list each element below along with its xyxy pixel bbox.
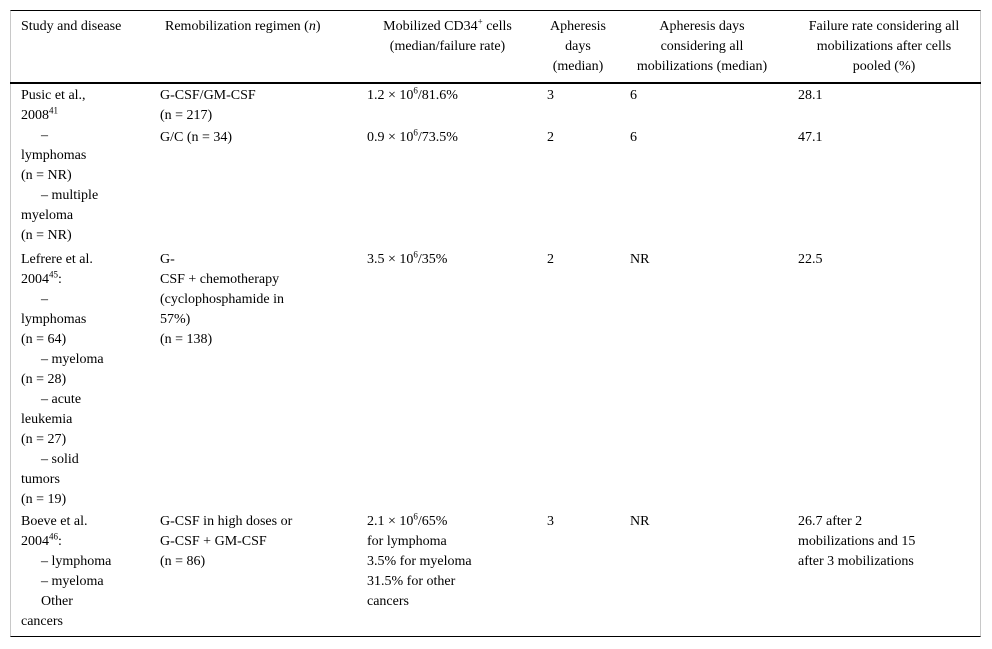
row1-alldays-a: 6 bbox=[630, 88, 637, 103]
row2-study: Lefrere et al. 2004$^{45}$: bbox=[21, 252, 93, 287]
row3-regimen: G-CSF in high doses or G-CSF + GM-CSF (n = 86) bbox=[160, 514, 293, 569]
row2-cells: $3.5 \times 10^6/35\%$ bbox=[367, 249, 448, 267]
row3-alldays: NR bbox=[630, 514, 650, 529]
row2-fail: 22.5 bbox=[798, 252, 823, 267]
row3-diseases: – lymphoma – myeloma Other cancers bbox=[21, 554, 112, 629]
row2-days: 2 bbox=[547, 252, 554, 267]
row1-fail-b: 47.1 bbox=[798, 130, 823, 145]
header-regimen: Remobilization regimen (n) bbox=[165, 19, 321, 34]
row3-study: Boeve et al. 2004$^{46}$: bbox=[21, 514, 88, 549]
header-all-days: Apheresis days considering all mobilizations (median) bbox=[636, 19, 768, 74]
row1-cells-b: $0.9 \times 10^6/73.5\%$ bbox=[367, 127, 458, 145]
row1-cells-a: $1.2 \times 10^6/81.6\%$ bbox=[367, 85, 458, 103]
row1-diseases: – lymphomas (n = NR) – multiple myeloma (n = NR) bbox=[21, 128, 99, 243]
row1-days-a: 3 bbox=[547, 88, 554, 103]
row3-cells: $2.1 \times 10^6/65\%$ for lymphoma 3.5% for myeloma 31.5% for other cancers bbox=[367, 511, 472, 609]
header-failure-rate: Failure rate considering all mobilizations after cells pooled (%) bbox=[808, 19, 960, 74]
header-apheresis-days: Apheresis days (median) bbox=[550, 19, 606, 74]
row2-alldays: NR bbox=[630, 252, 650, 267]
row1-regimen-a: G-CSF/GM-CSF (n = 217) bbox=[160, 88, 256, 123]
row3-days: 3 bbox=[547, 514, 554, 529]
header-study: Study and disease bbox=[21, 19, 122, 34]
header-cd34: Mobilized CD34+ cells (median/failure rate) bbox=[383, 16, 512, 54]
row1-days-b: 2 bbox=[547, 130, 554, 145]
row2-regimen: G- CSF + chemotherapy (cyclophosphamide in 57%) (n = 138) bbox=[160, 252, 285, 347]
row1-regimen-b: G/C (n = 34) bbox=[160, 130, 233, 145]
row2-diseases: – lymphomas (n = 64) – myeloma (n = 28) – acute leukemia (n = 27) – solid tumors (n = 19) bbox=[21, 292, 104, 507]
row1-fail-a: 28.1 bbox=[798, 88, 823, 103]
row3-fail: 26.7 after 2 mobilizations and 15 after 3 mobilizations bbox=[798, 514, 916, 569]
header-rule bbox=[10, 82, 981, 84]
row1-alldays-b: 6 bbox=[630, 130, 637, 145]
row1-study: Pusic et al., 2008$^{41}$ bbox=[21, 88, 86, 123]
